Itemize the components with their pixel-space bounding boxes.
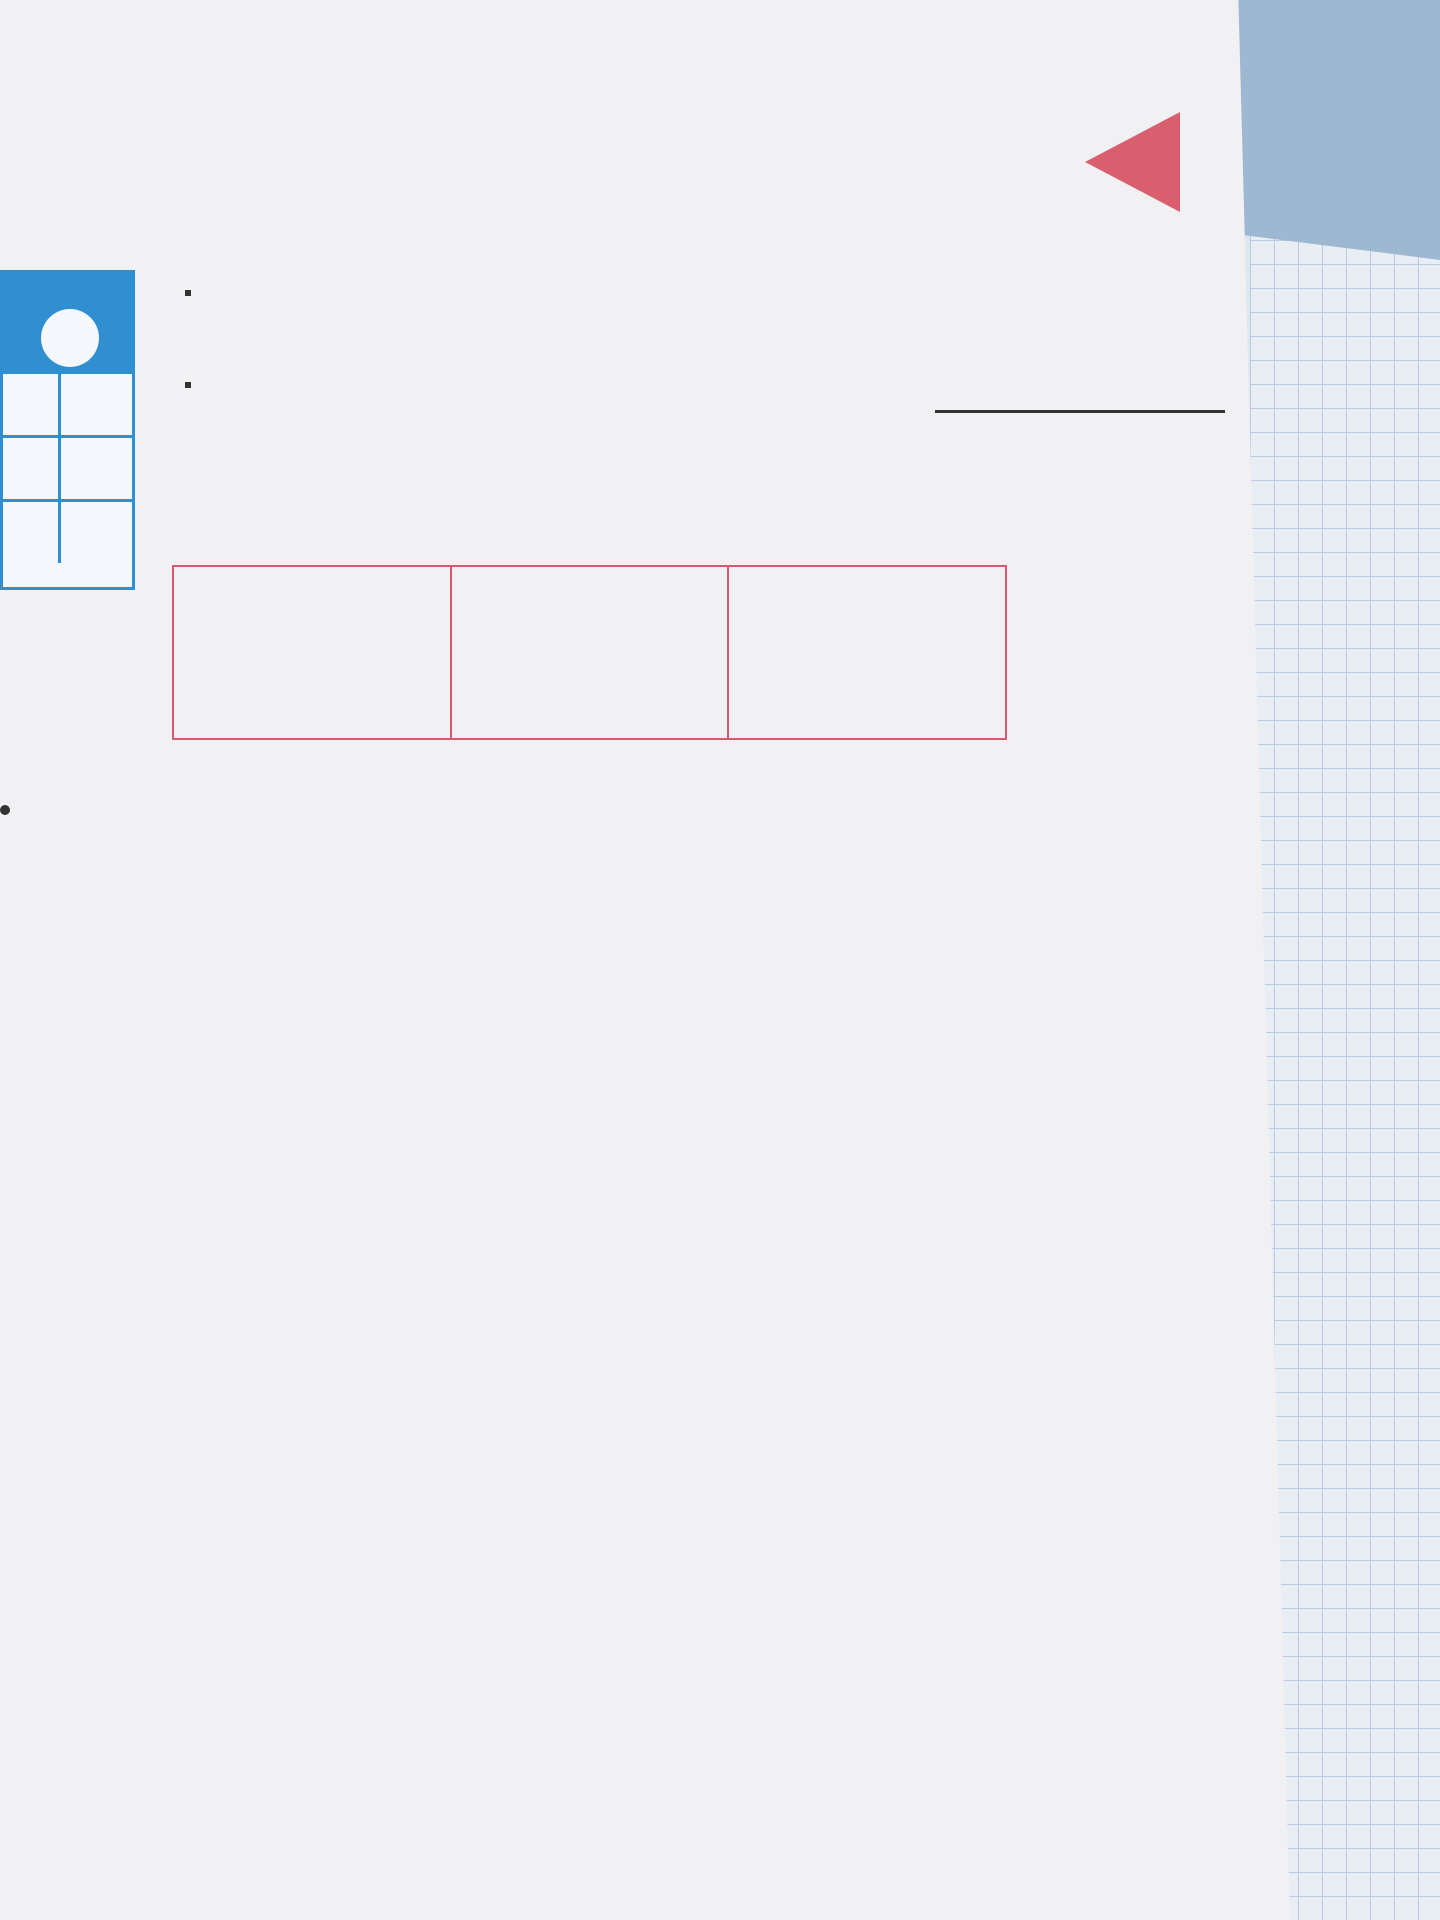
card-row [3,371,132,435]
memo-column [452,567,730,738]
memo-table [172,565,1007,740]
fraction-line [935,410,1225,413]
ten-frame-top [185,290,191,296]
bullet-icon [0,805,10,815]
card-badge [41,309,99,367]
memo-column [174,567,452,738]
card-header [3,273,132,371]
ten-frame-bottom [185,382,191,388]
memo-column [729,567,1005,738]
number-card [0,270,135,590]
red-triangle-marker [1085,112,1180,212]
card-row [3,499,132,563]
card-row [3,435,132,499]
